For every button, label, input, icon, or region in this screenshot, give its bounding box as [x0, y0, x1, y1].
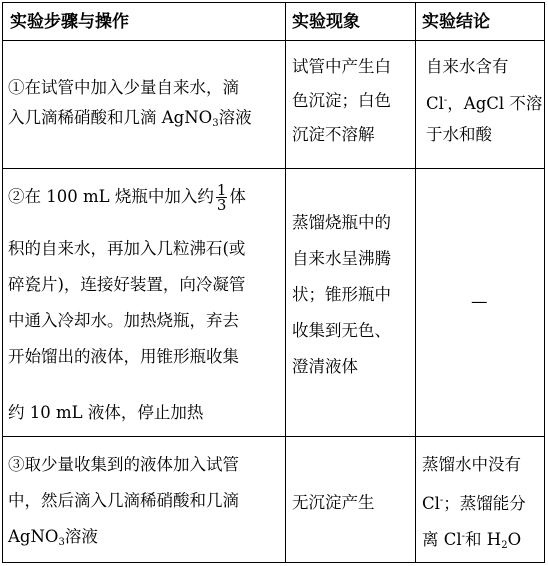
fraction-one-third: $\frac{1}{3}$ [216, 181, 227, 214]
row2-step-line3: 碎瓷片)，连接好装置，向冷凝管 [8, 275, 246, 294]
table-border-bottom [2, 562, 545, 563]
row3-step-line3: AgNO$_3$溶液 [8, 527, 98, 548]
header-phenomenon: 实验现象 [292, 12, 360, 32]
row2-step-line6: 约 10 mL 液体，停止加热 [8, 403, 204, 422]
experiment-table [2, 2, 545, 563]
row2-phenomenon-line1: 蒸馏烧瓶中的 [292, 213, 391, 232]
table-border-top [2, 2, 545, 3]
header-conclusion: 实验结论 [422, 12, 490, 32]
row2-phenomenon-line3: 状；锥形瓶中 [292, 285, 391, 304]
row2-step-line1: ②在 100 mL 烧瓶中加入约 $\frac{1}{3}$ 体 [8, 181, 246, 214]
row1-conclusion-line2: Cl-，AgCl 不溶 [426, 94, 543, 113]
row2-conclusion-dash: — [471, 292, 488, 311]
column-divider-2 [415, 2, 416, 563]
row1-step-line1: ①在试管中加入少量自来水，滴 [8, 78, 239, 97]
header-steps: 实验步骤与操作 [10, 12, 129, 32]
row2-phenomenon-line5: 澄清液体 [292, 357, 358, 376]
row1-step-line2: 入几滴稀硝酸和几滴 AgNO$_3$溶液 [8, 108, 252, 129]
row3-conclusion-line2: Cl-；蒸馏能分 [422, 494, 526, 513]
row3-step-line2: 中，然后滴入几滴稀硝酸和几滴 [8, 491, 239, 510]
row3-step-line1: ③取少量收集到的液体加入试管 [8, 455, 239, 474]
row3-conclusion-line1: 蒸馏水中没有 [422, 455, 521, 474]
row2-phenomenon-line4: 收集到无色、 [292, 321, 391, 340]
row1-phenomenon-line1: 试管中产生白 [292, 57, 391, 76]
row-divider-1 [2, 168, 545, 169]
row2-phenomenon-line2: 自来水呈沸腾 [292, 249, 391, 268]
row2-step-line4: 中通入冷却水。加热烧瓶，弃去 [8, 311, 239, 330]
table-border-left [2, 2, 3, 563]
row1-conclusion-line1: 自来水含有 [426, 57, 509, 76]
row1-phenomenon-line3: 沉淀不溶解 [292, 125, 375, 144]
column-divider-1 [285, 2, 286, 563]
row2-step-line2: 积的自来水，再加入几粒沸石(或 [8, 239, 246, 258]
row1-conclusion-line3: 于水和酸 [426, 125, 492, 144]
row-divider-2 [2, 436, 545, 437]
table-border-right [544, 2, 545, 563]
header-divider [2, 40, 545, 41]
row2-step-line5: 开始馏出的液体，用锥形瓶收集 [8, 347, 239, 366]
row3-conclusion-line3: 离 Cl-和 $H_2O$ [422, 530, 522, 551]
row3-phenomenon: 无沉淀产生 [292, 493, 375, 512]
row1-phenomenon-line2: 色沉淀；白色 [292, 91, 391, 110]
